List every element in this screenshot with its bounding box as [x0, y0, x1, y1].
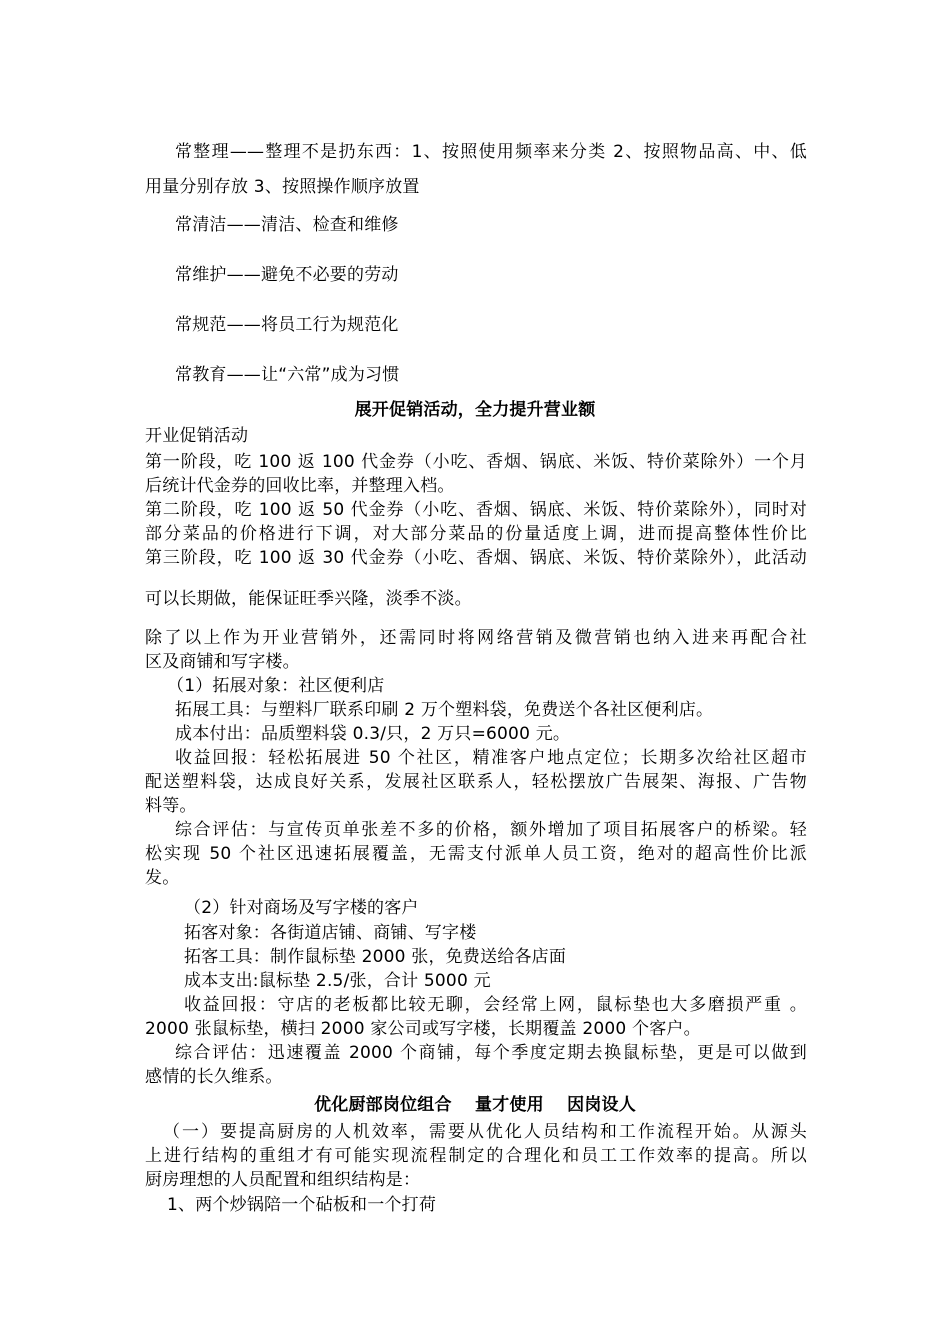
kitchen-para-line-3: 厨房理想的人员配置和组织结构是： [145, 1170, 421, 1190]
p1-gain-line-1: 收益回报：轻松拓展进 50 个社区，精准客户地点定位；长期多次给社区超市 [175, 748, 807, 768]
stage1-line-1: 第一阶段，吃 100 返 100 代金券（小吃、香烟、锅底、米饭、特价菜除外）一个月 [145, 452, 807, 472]
promotion-subtitle: 开业促销活动 [145, 426, 249, 446]
qingjie-line: 常清洁——清洁、检查和维修 [175, 215, 399, 235]
p2-tool: 拓客工具：制作鼠标垫 2000 张，免费送给各店面 [184, 947, 567, 967]
p1-gain-line-3: 料等。 [145, 796, 197, 816]
p2-target: 拓客对象：各街道店铺、商铺、写字楼 [184, 923, 477, 943]
weihu-line: 常维护——避免不必要的劳动 [175, 265, 399, 285]
p1-eval-line-2: 松实现 50 个社区迅速拓展覆盖，无需支付派单人员工资，绝对的超高性价比派 [145, 844, 807, 864]
stage3-line-2: 可以长期做，能保证旺季兴隆，淡季不淡。 [145, 589, 472, 609]
guifan-line: 常规范——将员工行为规范化 [175, 315, 399, 335]
stage3-line-1: 第三阶段，吃 100 返 30 代金券（小吃、香烟、锅底、米饭、特价菜除外），此活动 [145, 548, 807, 568]
p2-eval-line-1: 综合评估：迅速覆盖 2000 个商铺，每个季度定期去换鼠标垫，更是可以做到 [175, 1043, 807, 1063]
p1-title: （1）拓展对象：社区便利店 [167, 676, 385, 696]
stage2-line-2: 部分菜品的价格进行下调，对大部分菜品的份量适度上调，进而提高整体性价比 [145, 524, 807, 544]
p1-eval-line-1: 综合评估：与宣传页单张差不多的价格，额外增加了项目拓展客户的桥梁。轻 [175, 820, 807, 840]
kitchen-item-1: 1、两个炒锅陪一个砧板和一个打荷 [167, 1195, 437, 1215]
p2-eval-line-2: 感情的长久维系。 [145, 1067, 283, 1087]
zhengli-line-2: 用量分别存放 3、按照操作顺序放置 [145, 177, 420, 197]
extra-line-2: 区及商铺和写字楼。 [145, 652, 300, 672]
p1-cost: 成本付出：品质塑料袋 0.3/只，2 万只=6000 元。 [175, 724, 571, 744]
p2-gain-line-2: 2000 张鼠标垫，横扫 2000 家公司或写字楼，长期覆盖 2000 个客户。 [145, 1019, 701, 1039]
kitchen-para-line-2: 上进行结构的重组才有可能实现流程制定的合理化和员工工作效率的提高。所以 [145, 1146, 807, 1166]
p1-gain-line-2: 配送塑料袋，达成良好关系，发展社区联系人，轻松摆放广告展架、海报、广告物 [145, 772, 807, 792]
kitchen-heading: 优化厨部岗位组合 量才使用 因岗设人 [314, 1095, 636, 1115]
jiaoyu-line: 常教育——让“六常”成为习惯 [175, 365, 400, 385]
p2-cost: 成本支出:鼠标垫 2.5/张，合计 5000 元 [184, 971, 491, 991]
stage1-line-2: 后统计代金券的回收比率，并整理入档。 [145, 476, 455, 496]
p2-gain-line-1: 收益回报：守店的老板都比较无聊，会经常上网，鼠标垫也大多磨损严重 。 [184, 995, 807, 1015]
p2-title: （2）针对商场及写字楼的客户 [184, 898, 419, 918]
promotion-heading: 展开促销活动，全力提升营业额 [354, 400, 596, 420]
stage2-line-1: 第二阶段，吃 100 返 50 代金券（小吃、香烟、锅底、米饭、特价菜除外），同时对 [145, 500, 807, 520]
p1-eval-line-3: 发。 [145, 868, 180, 888]
p1-tool: 拓展工具：与塑料厂联系印刷 2 万个塑料袋，免费送个各社区便利店。 [175, 700, 714, 720]
extra-line-1: 除了以上作为开业营销外，还需同时将网络营销及微营销也纳入进来再配合社 [145, 628, 807, 648]
kitchen-para-line-1: （一）要提高厨房的人机效率，需要从优化人员结构和工作流程开始。从源头 [163, 1122, 807, 1142]
zhengli-line-1: 常整理——整理不是扔东西：1、按照使用频率来分类 2、按照物品高、中、低 [175, 142, 807, 162]
